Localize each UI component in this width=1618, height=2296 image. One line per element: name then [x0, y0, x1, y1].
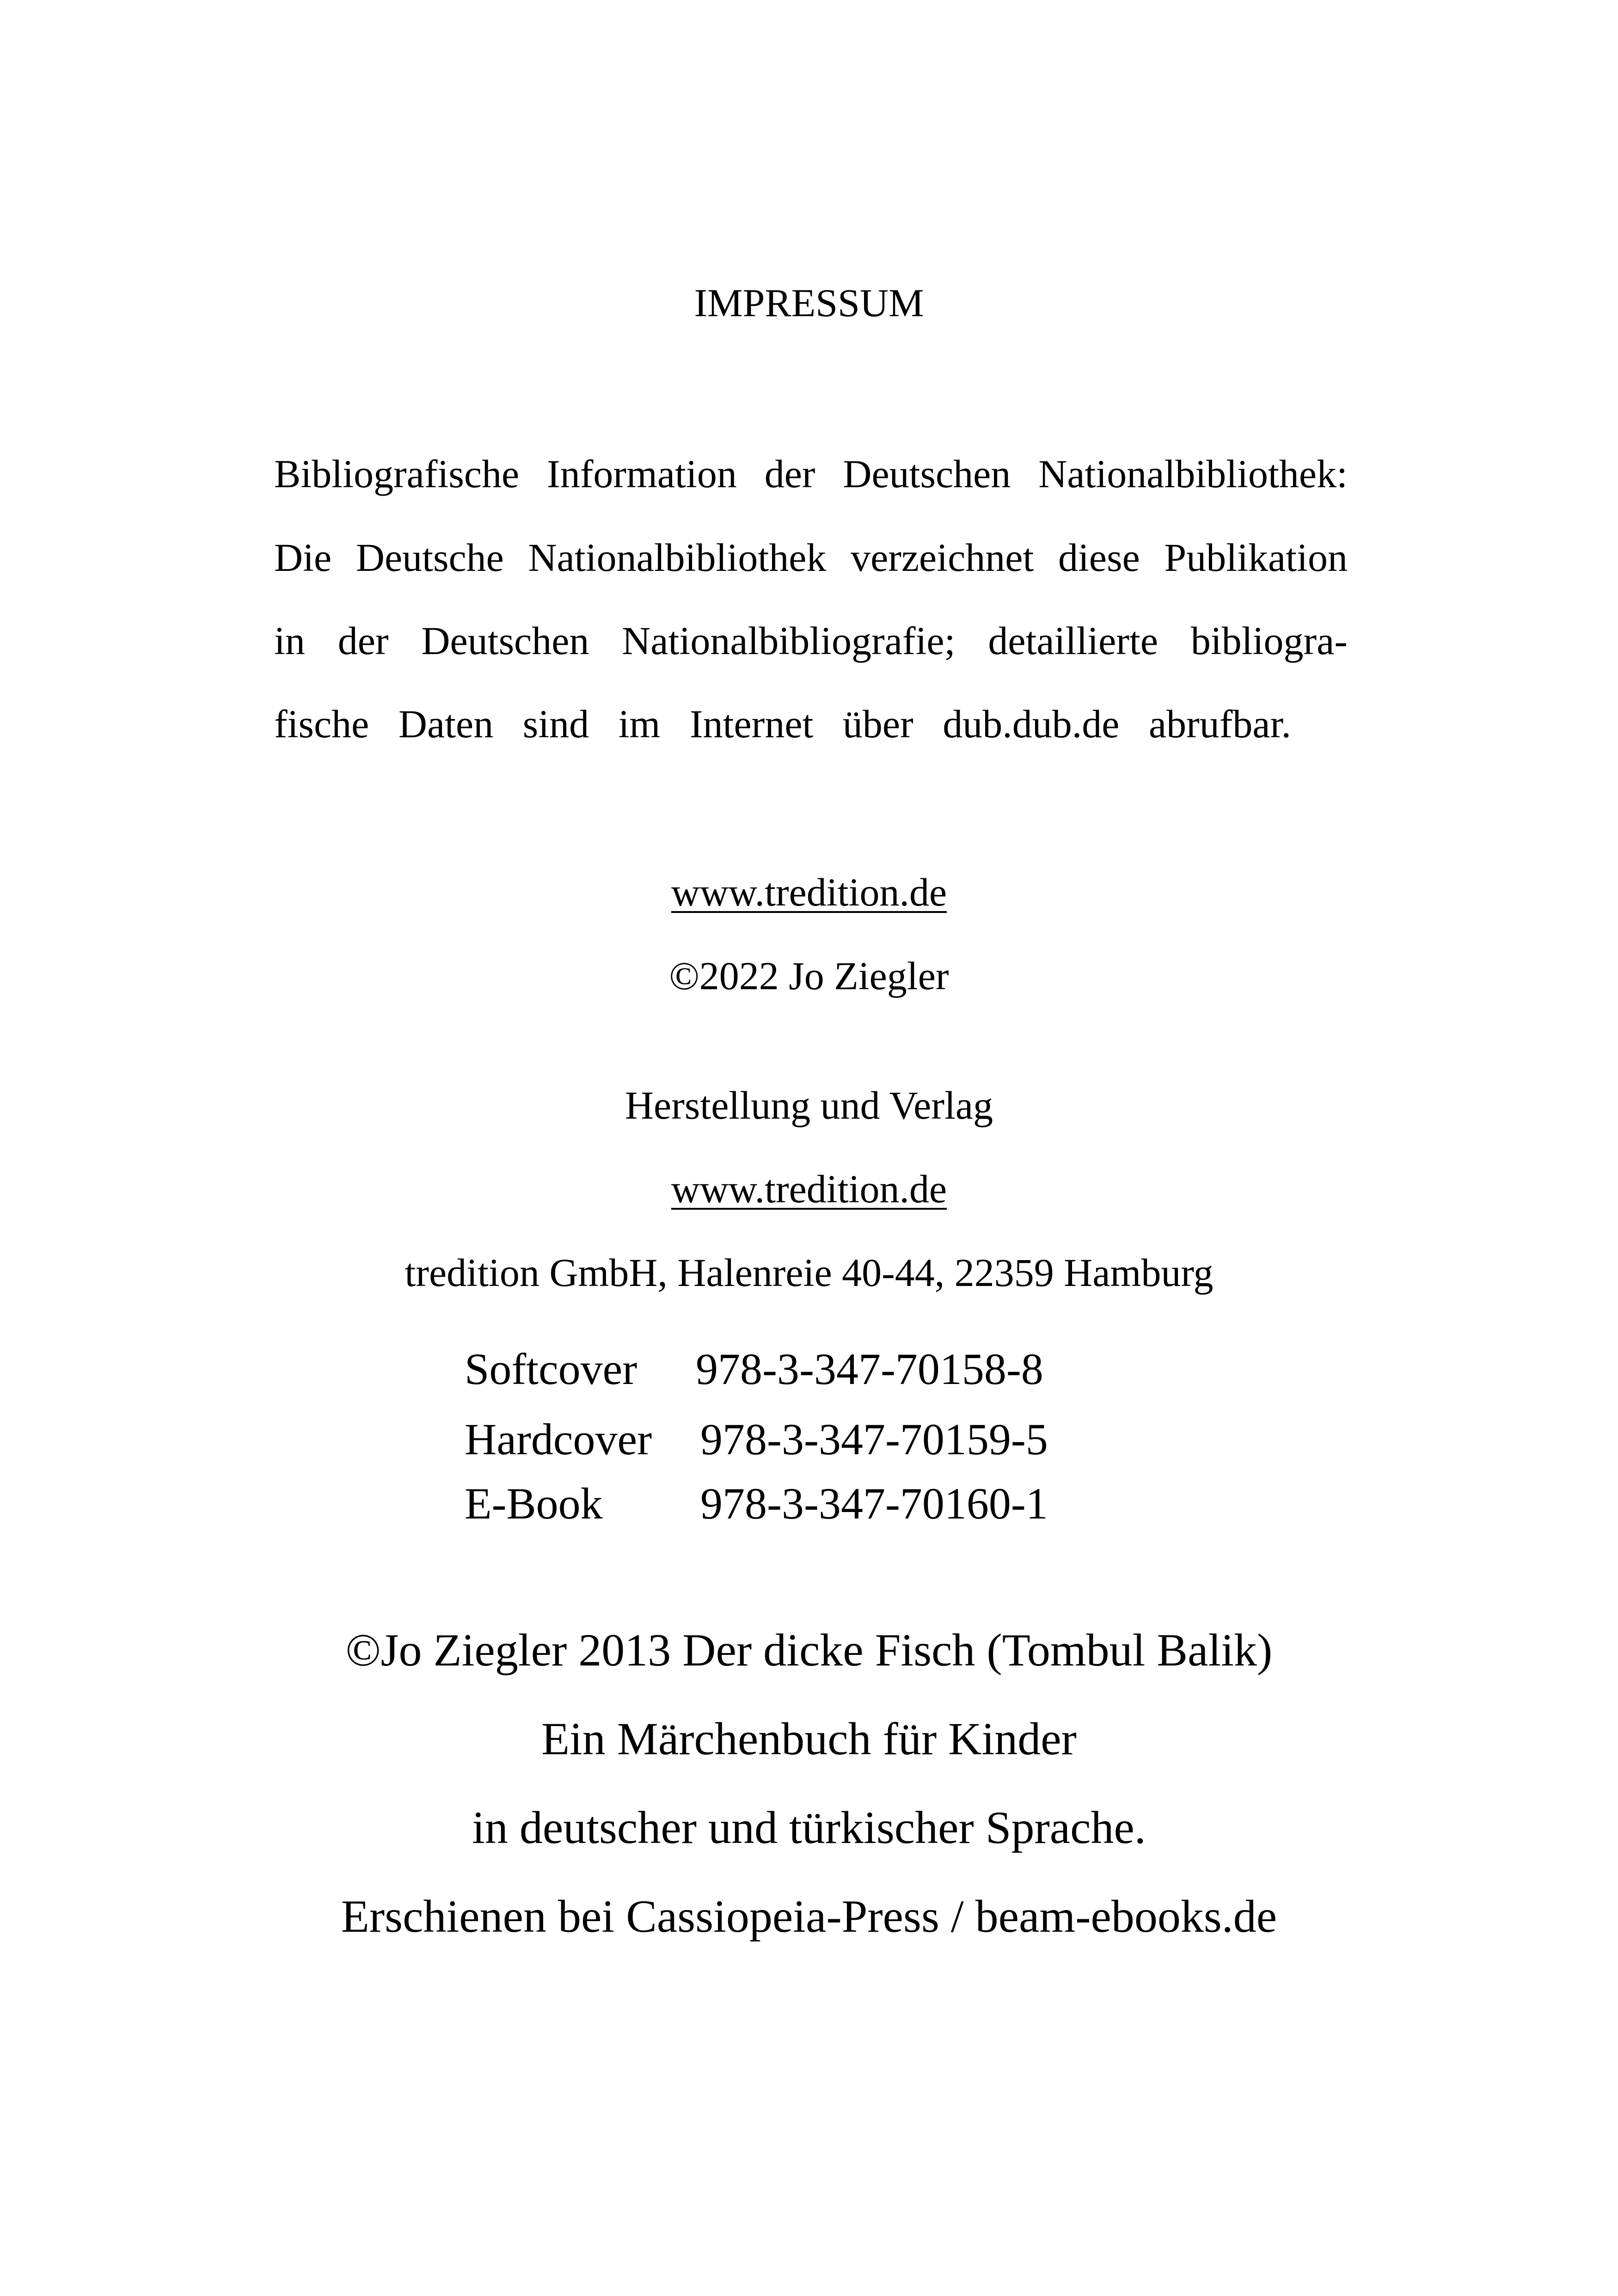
isbn-row — [465, 1414, 1048, 1464]
isbn-number: 978-3-347-70158-8 — [696, 1344, 1043, 1394]
website-link[interactable]: www.tredition.de — [671, 870, 947, 914]
original-line-2: Ein Märchenbuch für Kinder — [541, 1713, 1077, 1764]
publisher-label: Herstellung und Verlag — [625, 1083, 993, 1127]
page-title: IMPRESSUM — [694, 281, 924, 325]
original-line-4: Erschienen bei Cassiopeia-Press / beam-ebooks.de — [341, 1891, 1277, 1942]
bibliographic-line-1: Bibliografische Information der Deutschen Nationalbibliothek: — [274, 452, 1348, 496]
isbn-row — [465, 1344, 1043, 1394]
bibliographic-line-2: Die Deutsche Nationalbibliothek verzeichnet diese Publikation — [274, 535, 1348, 580]
publisher-address: tredition GmbH, Halenreie 40-44, 22359 Hamburg — [404, 1250, 1214, 1295]
isbn-format: Softcover — [465, 1344, 637, 1394]
original-line-1: ©Jo Ziegler 2013 Der dicke Fisch (Tombul Balik) — [345, 1624, 1273, 1676]
copyright-line: ©2022 Jo Ziegler — [669, 954, 949, 998]
isbn-number: 978-3-347-70159-5 — [700, 1414, 1048, 1464]
isbn-number: 978-3-347-70160-1 — [700, 1479, 1048, 1528]
bibliographic-line-3: in der Deutschen Nationalbibliografie; detaillierte bibliogra- — [274, 618, 1348, 663]
original-line-3: in deutscher und türkischer Sprache. — [472, 1802, 1146, 1853]
bibliographic-line-4: fische Daten sind im Internet über dub.dub.de abrufbar. — [274, 702, 1291, 746]
isbn-format: Hardcover — [465, 1414, 652, 1464]
publisher-link[interactable]: www.tredition.de — [671, 1167, 947, 1211]
isbn-row — [465, 1479, 1048, 1528]
isbn-format: E-Book — [465, 1479, 603, 1528]
